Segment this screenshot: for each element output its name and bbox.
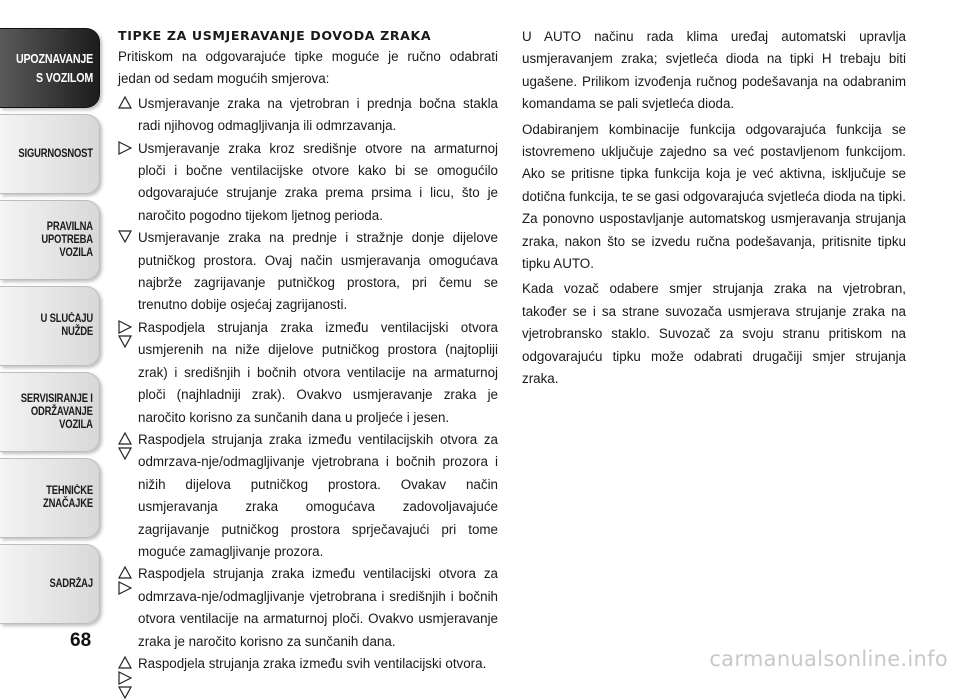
tab-label: SERVISIRANJE I ODRŽAVANJE VOZILA (21, 392, 93, 431)
airflow-down-arrow-icon (118, 335, 132, 349)
section-heading: TIPKE ZA USMJERAVANJE DOVODA ZRAKA (118, 28, 432, 43)
tab-label: UPOZNAVANJE S VOZILOM (15, 51, 93, 85)
airflow-up-arrow-icon (118, 566, 132, 580)
airflow-direction-icons (118, 141, 132, 155)
airflow-direction-icons (118, 96, 132, 110)
tab-tehnicke-znacajke[interactable] (0, 458, 100, 538)
airflow-direction-icons (118, 656, 132, 700)
paragraph: Odabiranjem kombinacije funkcija odgovarajuća funkcija se istovremeno uključuje zajedno sa već postavljenom funkcijom. Ako se pritisne tipka funkcija koja je već aktivna, isključuje se dotična funkcija, te se gasi odgovarajuća svjetleća dioda na tipki. Za ponovno uspostavljanje automatskog usmjeravanja strujanja zraka, nakon što se izvedu ručna podešavanja, pritisnite tipku tipku AUTO. (522, 121, 906, 272)
tab-upoznavanje-s-vozilom[interactable] (0, 28, 100, 108)
page-number: 68 (70, 630, 92, 651)
watermark: carmanualsonline.info (709, 647, 948, 671)
airflow-mode-description: Raspodjela strujanja zraka između ventilacijski otvora usmjerenih na niže dijelove putničkog prostora (najtopliji zrak) i središnjih i bočnih otvora ventilacije na armaturnoj ploči (najhladniji zrak). Ovakvo usmjeravanje zraka je naročito korisno za sunčanih dana u proljeće i jesen. (138, 319, 498, 425)
airflow-mode-description: Usmjeravanje zraka na prednje i stražnje donje dijelove putničkog prostora. Ovaj način usmjeravanja omogućava najbrže zagrijavanje putničkog prostora, pri čemu se trenutno dobije osjećaj zagrijanosti. (138, 230, 498, 313)
airflow-direction-icons (118, 230, 132, 244)
tab-sadrzaj[interactable] (0, 544, 100, 624)
tab-label: TEHNIČKE ZNAČAJKE (42, 485, 93, 510)
airflow-mode-item (118, 227, 498, 317)
airflow-down-arrow-icon (118, 686, 132, 700)
left-column (118, 26, 498, 675)
tab-servisiranje-i-odrzavanje[interactable] (0, 372, 100, 452)
airflow-mode-list (118, 93, 498, 676)
paragraph: Kada vozač odabere smjer strujanja zraka na vjetrobran, također se i sa strane suvozača usmjerava strujanje zraka na vjetrobransko staklo. Suvozač za svoju stranu pritiskom na odgovarajuću tipku može odabrati drugačiji smjer strujanja zraka. (522, 281, 906, 387)
tab-pravilna-upotreba-vozila[interactable] (0, 200, 100, 280)
airflow-mode-description: Usmjeravanje zraka kroz središnje otvore na armaturnoj ploči i bočne ventilacijske otvore kako bi se omogućilo odgovarajuće strujanje zraka prema prsima i licu, što je naročito pogodno tijekom ljetnog perioda. (138, 140, 498, 223)
airflow-right-arrow-icon (118, 141, 132, 155)
airflow-right-arrow-icon (118, 581, 132, 595)
tab-sigurnosnost[interactable] (0, 114, 100, 194)
tab-label: SADRŽAJ (49, 577, 93, 590)
airflow-up-arrow-icon (118, 96, 132, 110)
tab-label: SIGURNOSNOST (18, 147, 93, 160)
tab-label: PRAVILNA UPOTREBA VOZILA (41, 220, 93, 259)
tab-label: U SLUČAJU NUŽDE (40, 313, 93, 338)
airflow-mode-description: Usmjeravanje zraka na vjetrobran i prednja bočna stakla radi njihovog odmagljivanja ili odmrzavanja. (138, 95, 498, 134)
airflow-direction-icons (118, 320, 132, 349)
airflow-right-arrow-icon (118, 320, 132, 334)
tab-u-slucaju-nuzde[interactable] (0, 286, 100, 366)
paragraph: U AUTO načinu rada klima uređaj automatski upravlja usmjeravanjem zraka; svjetleća dioda na tipki H trebaju biti ugašene. Prilikom izvođenja ručnog podešavanja na odabranim komandama se pali svjetleća dioda. (522, 29, 906, 112)
airflow-direction-icons (118, 432, 132, 461)
airflow-mode-description: Raspodjela strujanja zraka između ventilacijskih otvora za odmrzava-nje/odmagljivanje vjetrobrana i bočnih prozora i nižih dijelova putničkog prostora. Ovakav način usmjeravanja zraka omogućava zadovoljavajuće zagrijavanje putničkog prostora sprječavajući pri tome moguće zamagljivanje prozora. (138, 431, 498, 559)
airflow-mode-item (118, 563, 498, 653)
airflow-direction-icons (118, 566, 132, 595)
airflow-mode-item (118, 317, 498, 429)
airflow-mode-item (118, 653, 498, 675)
right-column (522, 26, 906, 394)
airflow-up-arrow-icon (118, 656, 132, 670)
intro-paragraph: Pritiskom na odgovarajuće tipke moguće je ručno odabrati jedan od sedam mogućih smjerova: (118, 49, 498, 87)
airflow-mode-item (118, 429, 498, 563)
airflow-down-arrow-icon (118, 230, 132, 244)
airflow-up-arrow-icon (118, 432, 132, 446)
airflow-down-arrow-icon (118, 447, 132, 461)
airflow-mode-description: Raspodjela strujanja zraka između svih ventilacijski otvora. (138, 655, 487, 671)
airflow-mode-description: Raspodjela strujanja zraka između ventilacijski otvora za odmrzava-nje/odmagljivanje vjetrobrana i središnjih i bočnih otvora ventilacije na armaturnoj ploči. Ovakvo usmjeravanje zraka je naročito korisno za sunčanih dana. (138, 566, 498, 649)
airflow-right-arrow-icon (118, 671, 132, 685)
airflow-mode-item (118, 93, 498, 138)
airflow-mode-item (118, 138, 498, 228)
